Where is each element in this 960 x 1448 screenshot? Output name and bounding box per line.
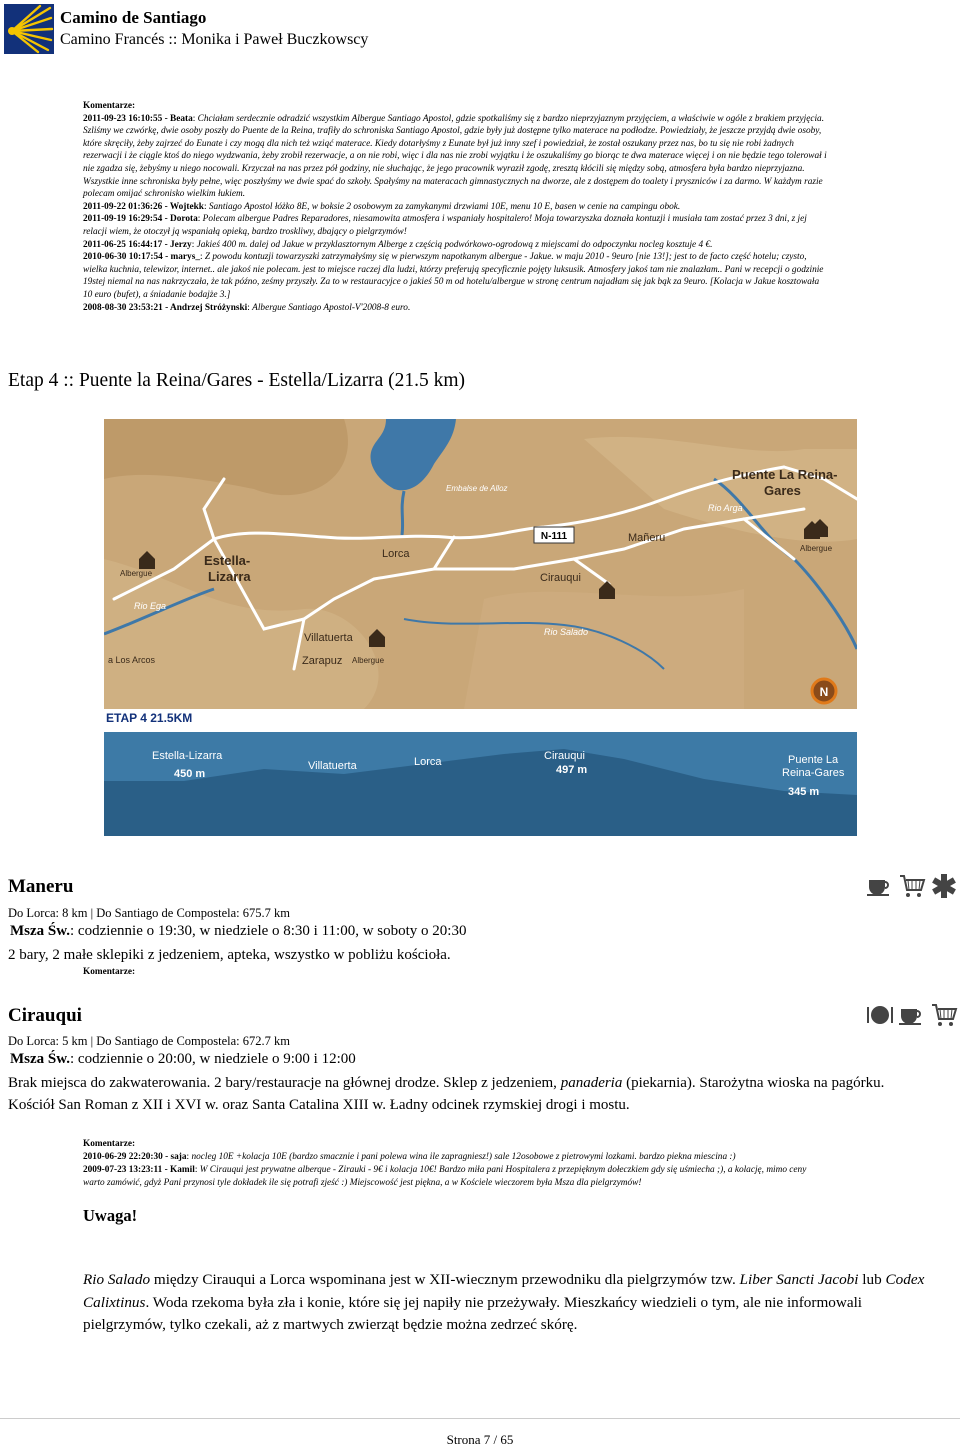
map-label-cirauqui: Cirauqui [540, 572, 581, 584]
page-header [0, 0, 960, 60]
legend-text: Rio Salado [83, 1271, 151, 1288]
profile-label-lorca: Lorca [414, 756, 442, 768]
map-label-embalse: Embalse de Alloz [446, 484, 508, 493]
profile-label-cirauqui: Cirauqui [544, 750, 585, 762]
mass-times: : codziennie o 19:30, w niedziele o 8:30 i 11:00, w soboty o 20:30 [70, 923, 467, 939]
map-label-albergue: Albergue [120, 569, 153, 578]
site-subtitle: Camino Francés :: Monika i Paweł Buczkowscy [60, 31, 369, 48]
comments-section [83, 100, 828, 314]
footer-divider [0, 1418, 960, 1419]
map-label-los-arcos: a Los Arcos [108, 655, 156, 665]
mass-times: : codziennie o 20:00, w niedziele o 9:00 i 12:00 [70, 1051, 356, 1067]
maneru-info: 2 bary, 2 małe sklepiki z jedzeniem, apteka, wszystko w pobliżu kościoła. [8, 947, 451, 963]
maneru-distance: Do Lorca: 8 km | Do Santiago de Compostela: 675.7 km [8, 906, 290, 920]
profile-alt-puente: 345 m [788, 786, 820, 798]
cirauqui-services [866, 1001, 958, 1029]
map-label-n111: N-111 [540, 531, 568, 542]
profile-label-villatuerta: Villatuerta [308, 760, 357, 772]
legend-text: Liber Sancti Jacobi [739, 1271, 859, 1288]
comment-meta: 2010-06-29 22:20:30 - saja [83, 1152, 187, 1162]
warning-heading: Uwaga! [83, 1206, 138, 1225]
map-label-lorca: Lorca [382, 548, 410, 560]
comment-text: Z powodu kontuzji towarzyszki zatrzymałyśmy się w pierwszym napotkanym albergue - Jakue. w maju 2010 - 9euro [nie 13!]; jest to de facto część hotelu; czysto, wielka kuchnia, telewizor, internet.. ale jakoś nie polecam. jest to miejsce raczej dla ludzi, którzy preferują specyficznie pojęty luksusik. Atmosfery jakoś tam nie znalazłam.. Pani w recepcji o godzinie 19stej niemal na nas nakrzyczała, że tak późno, ześmy przyszły. Za to w restauracyjce o jakieś 50 m od hotelu/albergue w stronę centrum najadłam się jak bąk za 9euro. [Kolacja w Jakue kosztowała 10 euro (bufet), a śniadanie bodajże 3.] [83, 252, 824, 300]
cup-icon [898, 1001, 926, 1029]
place-title-cirauqui: Cirauqui [8, 1005, 82, 1026]
cirauqui-distance: Do Lorca: 5 km | Do Santiago de Compostela: 672.7 km [8, 1034, 290, 1048]
map-label-albergue: Albergue [352, 656, 385, 665]
cup-icon [866, 872, 894, 900]
maneru-comments [83, 966, 828, 979]
profile-alt-estella: 450 m [174, 768, 206, 780]
profile-label-estella: Estella-Lizarra [152, 750, 223, 762]
comment-text: Polecam albergue Padres Reparadores, niesamowita atmosfera i wspaniały hospitalero! Moja towarzyszka doznała kontuzji i musiała tam zostać przez 3 dni, z jej relacji wiem, że otoczył ją wspaniałą opieką, bardzo troskliwy, dbający o pielgrzymów! [83, 214, 807, 237]
comment-text: Chciałam serdecznie odradzić wszystkim Albergue Santiago Apostol, gdzie spotkaliśmy się z bardzo nieprzyjaznym przyjęciem, a właściwie w ogóle z brakiem przyjęcia. Szliśmy we czwórkę, dwie osoby poszły do Puente de la Reina, trafiły do schroniska Santiago Apostol, gdzie były już dostępne tylko materace na podłodze. Powiedziały, że jeszcze przyjdą dwie osoby, które skręciły, żeby zajrzeć do Eunate i czy mogą dla nich też wziąć materace. Kiedy dotarłyśmy z Eunate był już inny szef i powiedział, że został oszukany przez nas, bo tu się nie robi żadnych rezerwacji i że ciągle ktoś do niego wydzwania, żeby zrobił rezerwacje, a on nie robi, więc i dla nas nie zrobi wyjątku i że oszukaliśmy go biorąc te dwa materace więcej i on nie będzie tego tolerował i nie zgadza się, żebyśmy u niego nocowali. Krzyczał na nas przez pół godziny, nie słuchając, że jego pracownik wyraził zgodę, zresztą kłócili się między sobą, atmosfera była bardzo nieprzyjazna. Wszystkie inne schroniska były pełne, więc poszłyśmy we dwie spać do szkoły. Spałyśmy na materacach gimnastycznych na dworze, ale z dostępem do toalety i pryszniców i za darmo. W każdym razie polecam omijać schronisko wielkim łukiem. [83, 113, 827, 200]
profile-label-puente2: Reina-Gares [782, 767, 845, 779]
comment: 2011-06-25 16:44:17 - Jerzy: Jakieś 400 m. dalej od Jakue w przyklasztornym Alberge z częścią podwórkowo-ogrodową z miejscami do odpoczynku nocleg kosztuje 4 €. [83, 239, 713, 250]
scallop-shell-logo [4, 4, 54, 54]
cirauqui-info [8, 1072, 928, 1116]
legend-text: lub [858, 1271, 886, 1288]
info-text: (piekarnia). Starożytna wioska na pagórku. Kościół San Roman z XII i XVI w. oraz Santa Catalina XIII w. Ładny odcinek rzymskiej drogi i mostu. [8, 1075, 885, 1113]
mass-label: Msza Św. [10, 1051, 70, 1067]
info-text: Brak miejsca do zakwaterowania. 2 bary/restauracje na głównej drodze. Sklep z jedzeniem, [8, 1075, 561, 1091]
map-label-rio-ega: Rio Ega [134, 601, 167, 611]
maneru-mass [10, 923, 466, 940]
profile-title: ETAP 4 21.5KM [106, 711, 193, 725]
map-label-villatuerta: Villatuerta [304, 632, 353, 644]
map-label-maneru: Mañeru [628, 532, 666, 544]
comment-meta: 2011-09-22 01:36:26 - Wojtekk [83, 201, 204, 212]
comment-text: Santiago Apostol łóżko 8E, w boksie 2 osobowym za zamykanymi drzwiami 10E, menu 10 E, basen w cenie na campingu obok. [208, 201, 681, 212]
profile-alt-cirauqui: 497 m [556, 764, 588, 776]
cirauqui-comments [83, 1138, 828, 1190]
profile-label-puente: Puente La [788, 754, 839, 766]
comment-meta: 2011-09-23 16:10:55 - Beata [83, 113, 193, 124]
comments-heading: Komentarze: [83, 967, 136, 977]
page-number: Strona 7 / 65 [446, 1432, 514, 1447]
stage-title: Etap 4 :: Puente la Reina/Gares - Estella/Lizarra (21.5 km) [8, 370, 466, 391]
map-label-rio-salado: Rio Salado [544, 627, 589, 637]
comment-text: Albergue Santiago Apostol-V'2008-8 euro. [252, 302, 411, 313]
cart-icon [930, 1001, 958, 1029]
map-label-rio-arga: Rio Arga [708, 503, 743, 513]
comment: 2008-08-30 23:53:21 - Andrzej Stróżynski: Albergue Santiago Apostol-V'2008-8 euro. [83, 302, 411, 313]
place-title-maneru: Maneru [8, 876, 74, 897]
restaurant-icon [866, 1001, 894, 1029]
stage-map-image [104, 419, 857, 836]
comment: 2011-09-19 16:29:54 - Dorota: Polecam albergue Padres Reparadores, niesamowita atmosfera i wspaniały hospitalero! Moja towarzyszka doznała kontuzji i musiała tam zostać przez 3 dni, z jej relacji wiem, że otoczył ją wspaniałą opieką, bardzo troskliwy, dbający o pielgrzymów! [83, 214, 807, 237]
comment-text: Jakieś 400 m. dalej od Jakue w przyklasztornym Alberge z częścią podwórkowo-ogrodową z miejscami do odpoczynku nocleg kosztuje 4 €. [196, 239, 713, 250]
stage-map [104, 419, 857, 836]
comments-heading: Komentarze: [83, 1139, 136, 1149]
comment: 2011-09-23 16:10:55 - Beata: Chciałam serdecznie odradzić wszystkim Albergue Santiago Apostol, gdzie spotkaliśmy się z bardzo nieprzyjaznym przyjęciem, a właściwie w ogóle z brakiem przyjęcia. Szliśmy we czwórkę, dwie osoby poszły do Puente de la Reina, trafiły do schroniska Santiago Apostol, gdzie były już dostępne tylko materace na podłodze. Powiedziały, że jeszcze przyjdą dwie osoby, które skręciły, żeby zajrzeć do Eunate i czy mogą dla nich też wziąć materace. Kiedy dotarłyśmy z Eunate był już inny szef i powiedział, że został oszukany przez nas, bo tu się nie robi żadnych rezerwacji i że ciągle ktoś do niego wydzwania, żeby zrobił rezerwacje, a on nie robi, więc i dla nas nie zrobi wyjątku i że oszukaliśmy go biorąc te dwa materace więcej i on nie będzie tego tolerował i nie zgadza się, żebyśmy u niego nocowali. Krzyczał na nas przez pół godziny, nie słuchając, że jego pracownik wyraził zgodę, zresztą kłócili się między sobą, atmosfera była bardzo nieprzyjazna. Wszystkie inne schroniska były pełne, więc poszłyśmy we dwie spać do szkoły. Spałyśmy na materacach gimnastycznych na dworze, ale z dostępem do toalety i pryszniców i za darmo. W każdym razie polecam omijać schronisko wielkim łukiem. [83, 113, 827, 200]
map-label-north: N [819, 685, 829, 699]
pharmacy-icon [930, 872, 958, 900]
comment-text: W Cirauqui jest prywatne alberque - Zirauki - 9€ i kolacja 10€! Bardzo miła pani Hospitalera z przepięknym dołeczkiem gdy się uśmiecha ;), a kolację, mimo ceny warto zamówić, gdyż Pani przynosi tyle dokładek ile się potrafi zjeść :) Miejscowość jest piękna, a w Kościele wieczorem była Msza dla pielgrzymów! [83, 1165, 807, 1188]
legend-text: między Cirauqui a Lorca wspominana jest w XII-wiecznym przewodniku dla pielgrzymów tzw. [150, 1271, 740, 1288]
cirauqui-mass [10, 1051, 356, 1068]
comment-text: nocleg 10E +kolacja 10E (bardzo smacznie i pani polewa wina ile zapragniesz!) sale 12osobowe z pietrowymi lozkami. bardzo piekna miescina :) [191, 1152, 736, 1162]
comment: 2011-09-22 01:36:26 - Wojtekk: Santiago Apostol łóżko 8E, w boksie 2 osobowym za zamykanymi drzwiami 10E, menu 10 E, basen w cenie na campingu obok. [83, 201, 681, 212]
comment-meta: 2011-06-25 16:44:17 - Jerzy [83, 239, 192, 250]
map-label-estella: Estella- [204, 553, 251, 568]
comment-meta: 2008-08-30 23:53:21 - Andrzej Stróżynski [83, 302, 248, 313]
map-label-lizarra: Lizarra [208, 569, 251, 584]
comment: 2010-06-29 22:20:30 - saja: nocleg 10E +kolacja 10E (bardzo smacznie i pani polewa wina ile zapragniesz!) sale 12osobowe z pietrowymi lozkami. bardzo piekna miescina :) [83, 1152, 736, 1162]
rio-salado-legend [83, 1269, 943, 1337]
map-label-albergue: Albergue [800, 544, 833, 553]
legend-text: . Woda rzekoma była zła i konie, które się jej napiły nie przeżywały. Mieszkańcy wiedzieli o tym, ale nie informowali pielgrzymów, tylko czekali, aż z martwych zwierząt będzie można zedrzeć skórę. [83, 1293, 863, 1333]
comment: 2009-07-23 13:23:11 - Kamil: W Cirauqui jest prywatne alberque - Zirauki - 9€ i kolacja 10€! Bardzo miła pani Hospitalera z przepięknym dołeczkiem gdy się uśmiecha ;), a kolację, mimo ceny warto zamówić, gdyż Pani przynosi tyle dokładek ile się potrafi zjeść :) Miejscowość jest piękna, a w Kościele wieczorem była Msza dla pielgrzymów! [83, 1165, 807, 1188]
site-title[interactable]: Camino de Santiago [60, 8, 207, 27]
comment-meta: 2010-06-30 10:17:54 - marys_ [83, 252, 200, 263]
legend-text: Codex Calixtinus [83, 1271, 925, 1311]
cart-icon [898, 872, 926, 900]
comments-heading: Komentarze: [83, 101, 136, 111]
maneru-services [866, 872, 958, 900]
info-panaderia: panaderia [560, 1075, 623, 1091]
mass-label: Msza Św. [10, 923, 70, 939]
comment: 2010-06-30 10:17:54 - marys_: Z powodu kontuzji towarzyszki zatrzymałyśmy się w pierwszym napotkanym albergue - Jakue. w maju 2010 - 9euro [nie 13!]; jest to de facto część hotelu; czysto, wielka kuchnia, telewizor, internet.. ale jakoś nie polecam. jest to miejsce raczej dla ludzi, którzy preferują specyficznie pojęty luksusik. Atmosfery jakoś tam nie znalazłam.. Pani w recepcji o godzinie 19stej niemal na nas nakrzyczała, że tak późno, ześmy przyszły. Za to w restauracyjce o jakieś 50 m od hotelu/albergue w stronę centrum najadłam się jak bąk za 9euro. [Kolacja w Jakue kosztowała 10 euro (bufet), a śniadanie bodajże 3.] [83, 252, 824, 300]
comment-meta: 2009-07-23 13:23:11 - Kamil [83, 1165, 195, 1175]
map-label-zarapuz: Zarapuz [302, 655, 343, 667]
comment-meta: 2011-09-19 16:29:54 - Dorota [83, 214, 198, 225]
map-label-puente: Puente La Reina- [732, 467, 838, 482]
map-label-gares: Gares [764, 483, 801, 498]
